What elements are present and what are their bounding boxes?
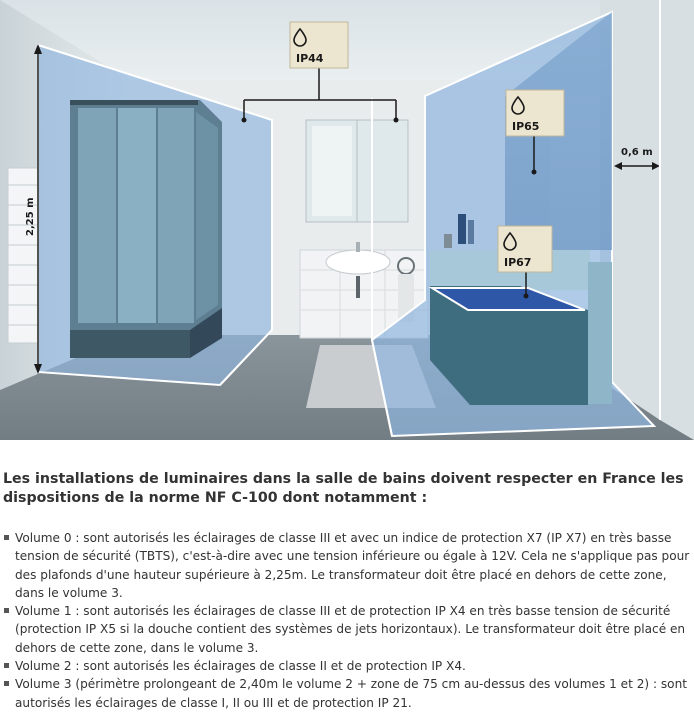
mirror-cabinet <box>306 120 408 222</box>
ip65-text: IP65 <box>512 120 540 133</box>
list-item-text: Volume 1 : sont autorisés les éclairages de classe III et de protection IP X4 en très basse tension de sécurité (protection IP X5 si la douche contient des systèmes de jets horizontaux). Le transformateur doit être placé en dehors de cette zone, dans le volume 3. <box>15 604 686 655</box>
right-wall <box>600 0 694 440</box>
ip65-label-box <box>506 90 564 136</box>
ip67-label-box <box>498 226 552 272</box>
shower-cabin <box>70 100 222 358</box>
list-item-volume-0 <box>4 529 690 602</box>
list-item-volume-1 <box>4 602 690 657</box>
list-item-volume-2 <box>4 657 690 675</box>
list-item-text: Volume 0 : sont autorisés les éclairages de classe III et avec un indice de protection X7 (IP X7) en très basse tension de sécurité (TBTS), c'est-à-dire avec une tension inférieure ou égale à 12V. Cela ne s'applique pas pour des plafonds d'une hauteur supérieure à 2,25m. Le transformateur doit être placé en dehors de cette zone, dans le volume 3. <box>15 531 690 600</box>
ip67-text: IP67 <box>504 256 532 269</box>
bullet-icon <box>4 663 9 668</box>
ip44-text: IP44 <box>296 52 324 65</box>
volume-rules-list <box>4 529 690 712</box>
ip44-label-box <box>290 22 348 68</box>
bullet-icon <box>4 681 9 686</box>
list-item-volume-3 <box>4 675 690 712</box>
width-dimension-text: 0,6 m <box>621 147 653 158</box>
height-dimension-text: 2,25 m <box>25 197 36 236</box>
towel-radiator <box>8 168 38 343</box>
bullet-icon <box>4 608 9 613</box>
bullet-icon <box>4 535 9 540</box>
list-item-text: Volume 3 (périmètre prolongeant de 2,40m le volume 2 + zone de 75 cm au-dessus des volumes 1 et 2) : sont autorisés les éclairages de classe I, II ou III et de protection IP 21. <box>15 677 687 710</box>
list-item-text: Volume 2 : sont autorisés les éclairages de classe II et de protection IP X4. <box>15 659 466 674</box>
section-heading: Les installations de luminaires dans la salle de bains doivent respecter en France les dispositions de la norme NF C-100 dont notamment : <box>3 471 684 506</box>
